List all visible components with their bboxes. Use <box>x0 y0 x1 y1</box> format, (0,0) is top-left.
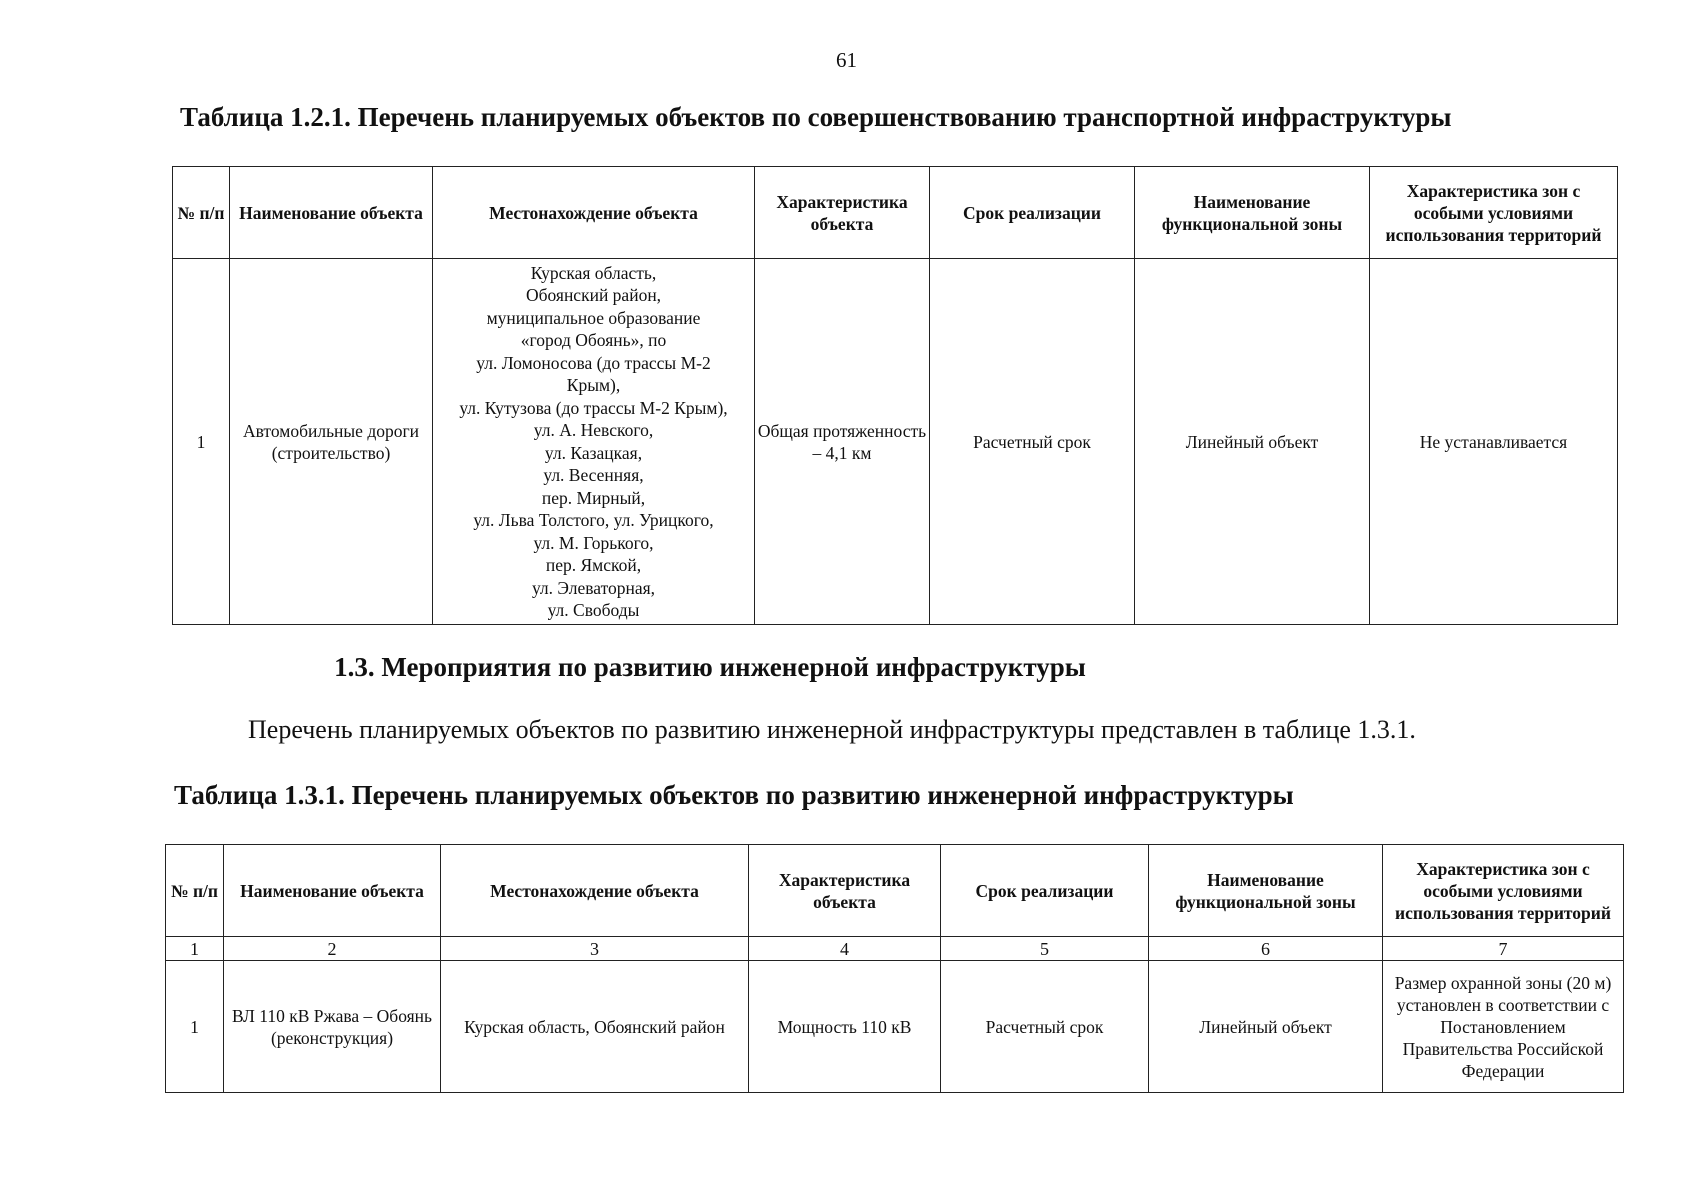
header-term: Срок реализации <box>941 845 1149 937</box>
cell-functional-zone: Линейный объект <box>1135 259 1370 625</box>
location-line: ул. Элеваторная, <box>531 577 656 598</box>
column-number: 1 <box>166 937 224 961</box>
column-number: 3 <box>441 937 749 961</box>
table-1-3-1-caption: Таблица 1.3.1. Перечень планируемых объектов по развитию инженерной инфраструктуры <box>174 780 1294 810</box>
cell-term: Расчетный срок <box>930 259 1135 625</box>
column-number: 2 <box>224 937 441 961</box>
location-line: ул. М. Горького, <box>533 532 654 553</box>
cell-object-name: ВЛ 110 кВ Ржава – Обоянь (реконструкция) <box>224 961 441 1093</box>
table-1-2-1-caption: Таблица 1.2.1. Перечень планируемых объектов по совершенствованию транспортной инфраструктуры <box>180 102 1452 132</box>
header-special-zones: Характеристика зон с особыми условиями использования территорий <box>1383 845 1624 937</box>
header-location: Местонахождение объекта <box>441 845 749 937</box>
location-line: ул. Казацкая, <box>544 442 643 463</box>
header-object-name: Наименование объекта <box>224 845 441 937</box>
table-row <box>173 259 1618 625</box>
table-header-row <box>166 845 1624 937</box>
cell-object-name: Автомобильные дороги (строительство) <box>230 259 433 625</box>
location-line: ул. Свободы <box>547 600 640 620</box>
transport-objects-table <box>172 166 1618 625</box>
location-line: Курская область, <box>530 262 657 283</box>
cell-location: Курская область, Обоянский район <box>441 961 749 1093</box>
cell-num: 1 <box>166 961 224 1093</box>
cell-special-zones: Размер охранной зоны (20 м) установлен в соответствии с Постановлением Правительства Российской Федерации <box>1383 961 1624 1093</box>
header-functional-zone: Наименование функциональной зоны <box>1135 167 1370 259</box>
header-characteristic: Характеристика объекта <box>749 845 941 937</box>
header-functional-zone: Наименование функциональной зоны <box>1149 845 1383 937</box>
cell-functional-zone: Линейный объект <box>1149 961 1383 1093</box>
location-line: ул. Ломоносова (до трассы М-2 <box>476 352 711 373</box>
column-numbers-row <box>166 937 1624 961</box>
cell-term: Расчетный срок <box>941 961 1149 1093</box>
header-num: № п/п <box>173 167 230 259</box>
header-term: Срок реализации <box>930 167 1135 259</box>
header-location: Местонахождение объекта <box>433 167 755 259</box>
location-line: ул. Весенняя, <box>543 465 644 485</box>
location-line: ул. А. Невского, <box>533 420 654 440</box>
page-number: 61 <box>836 48 857 72</box>
column-number: 5 <box>941 937 1149 961</box>
location-line: пер. Ямской, <box>545 555 642 575</box>
location-line: ул. Кутузова (до трассы М-2 Крым), <box>459 397 728 418</box>
header-object-name: Наименование объекта <box>230 167 433 259</box>
cell-num: 1 <box>173 259 230 625</box>
location-line: «город Обоянь», по <box>520 330 667 350</box>
section-heading: 1.3. Мероприятия по развитию инженерной инфраструктуры <box>334 652 1086 682</box>
location-line: Обоянский район, <box>525 285 662 305</box>
table-row <box>166 961 1624 1093</box>
column-number: 6 <box>1149 937 1383 961</box>
cell-characteristic: Общая протяженность – 4,1 км <box>755 259 930 625</box>
cell-location <box>433 259 755 625</box>
location-line: муниципальное образование <box>486 307 701 328</box>
location-line: пер. Мирный, <box>541 487 646 508</box>
location-line: Крым), <box>566 375 621 395</box>
column-number: 7 <box>1383 937 1624 961</box>
engineering-objects-table <box>165 844 1624 1093</box>
header-special-zones: Характеристика зон с особыми условиями использования территорий <box>1370 167 1618 259</box>
header-num: № п/п <box>166 845 224 937</box>
cell-special-zones: Не устанавливается <box>1370 259 1618 625</box>
section-paragraph: Перечень планируемых объектов по развитию инженерной инфраструктуры представлен в таблице 1.3.1. <box>248 715 1416 744</box>
header-characteristic: Характеристика объекта <box>755 167 930 259</box>
table-header-row <box>173 167 1618 259</box>
cell-characteristic: Мощность 110 кВ <box>749 961 941 1093</box>
location-line: ул. Льва Толстого, ул. Урицкого, <box>473 510 714 530</box>
column-number: 4 <box>749 937 941 961</box>
